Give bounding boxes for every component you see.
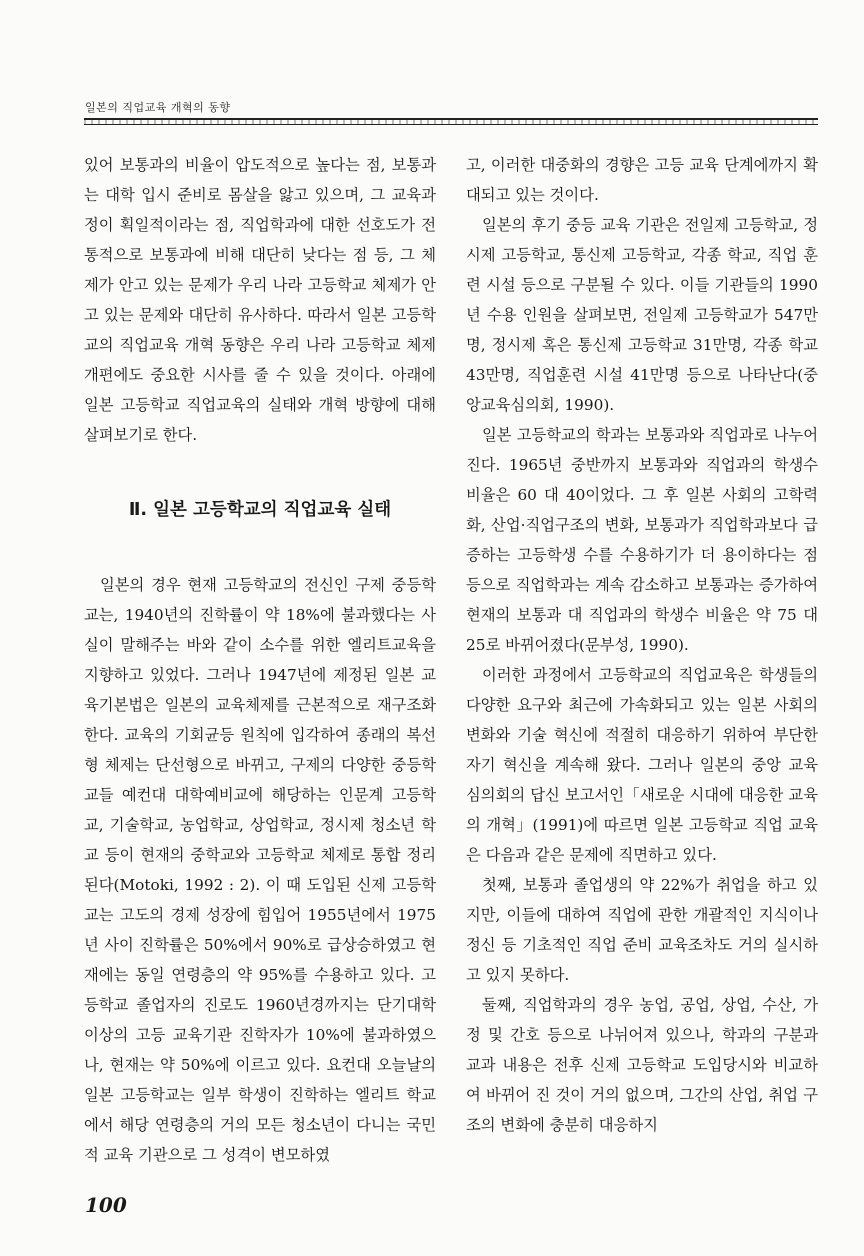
paragraph: 고, 이러한 대중화의 경향은 고등 교육 단계에까지 확대되고 있는 것이다.: [466, 156, 818, 204]
paragraph: 둘째, 직업학과의 경우 농업, 공업, 상업, 수산, 가정 및 간호 등으로 나뉘어져 있으나, 학과의 구분과 교과 내용은 전후 신제 고등학교 도입당시와 비교하여 바뀌어 진 것이 거의 없으며, 그간의 산업, 취업 구조의 변화에 충분히 대응하지: [466, 996, 818, 1134]
paragraph: 일본 고등학교의 학과는 보통과와 직업과로 나누어진다. 1965년 중반까지 보통과와 직업과의 학생수 비율은 60 대 40이었다. 그 후 일본 사회의 고학력화, 산업·직업구조의 변화, 보통과가 직업학과보다 급증하는 고등학생 수를 수용하기가 더 용이하다는 점 등으로 직업학과는 계속 감소하고 보통과는 증가하여 현재의 보통과 대 직업과의 학생수 비율은 약 75 대 25로 바뀌어졌다(문부성, 1990).: [466, 426, 818, 654]
section-heading: Ⅱ. 일본 고등학교의 직업교육 실태: [128, 500, 392, 520]
page-number: 100: [85, 1193, 127, 1217]
paragraph: 일본의 경우 현재 고등학교의 전신인 구제 중등학교는, 1940년의 진학률이 약 18%에 불과했다는 사실이 말해주는 바와 같이 소수를 위한 엘리트교육을 지향하고 있었다. 그러나 1947년에 제정된 일본 교육기본법은 일본의 교육체제를 근본적으로 재구조화 한다. 교육의 기회균등 원칙에 입각하여 종래의 복선형 체제는 단선형으로 바뀌고, 구제의 다양한 중등학교들 예컨대 대학예비교에 해당하는 인문계 고등학교, 기술학교, 농업학교, 상업학교, 정시제 청소년 학교 등이 현재의 중학교와 고등학교 체제로 통합 정리된다(Motoki, 1992 : 2). 이 때 도입된 신제 고등학교는 고도의 경제 성장에 힘입어 1955년에서 1975년 사이 진학률은 50%에서 90%로 급상승하였고 현재에는 동일 연령층의 약 95%를 수용하고 있다. 고등학교 졸업자의 진로도 1960년경까지는 단기대학 이상의 고등 교육기관 진학자가 10%에 불과하였으나, 현재는 약 50%에 이르고 있다. 요컨대 오늘날의 일본 고등학교는 일부 학생이 진학하는 엘리트 학교에서 해당 연령층의 거의 모든 청소년이 다니는 국민적 교육 기관으로 그 성격이 변모하였: [84, 576, 436, 1164]
paragraph: 일본의 후기 중등 교육 기관은 전일제 고등학교, 정시제 고등학교, 통신제 고등학교, 각종 학교, 직업 훈련 시설 등으로 구분될 수 있다. 이들 기관들의 1990년 수용 인원을 살펴보면, 전일제 고등학교가 547만명, 정시제 혹은 통신제 고등학교 31만명, 각종 학교 43만명, 직업훈련 시설 41만명 등으로 나타난다(중앙교육심의회, 1990).: [466, 216, 818, 414]
running-head: 일본의 직업교육 개혁의 동향: [85, 101, 231, 114]
right-column: [466, 150, 818, 1140]
paragraph: 있어 보통과의 비율이 압도적으로 높다는 점, 보통과는 대학 입시 준비로 몸살을 앓고 있으며, 그 교육과정이 획일적이라는 점, 직업학과에 대한 선호도가 전통적으로 보통과에 비해 대단히 낮다는 점 등, 그 체제가 안고 있는 문제가 우리 나라 고등학교 체제가 안고 있는 문제와 대단히 유사하다. 따라서 일본 고등학교의 직업교육 개혁 동향은 우리 나라 고등학교 체제 개편에도 중요한 시사를 줄 수 있을 것이다. 아래에 일본 고등학교 직업교육의 실태와 개혁 방향에 대해 살펴보기로 한다.: [84, 156, 436, 444]
paragraph: 이러한 과정에서 고등학교의 직업교육은 학생들의 다양한 요구와 최근에 가속화되고 있는 일본 사회의 변화와 기술 혁신에 적절히 대응하기 위하여 부단한 자기 혁신을 계속해 왔다. 그러나 일본의 중앙 교육 심의회의 답신 보고서인「새로운 시대에 대응한 교육의 개혁」(1991)에 따르면 일본 고등학교 직업 교육은 다음과 같은 문제에 직면하고 있다.: [466, 666, 818, 864]
paragraph: 첫째, 보통과 졸업생의 약 22%가 취업을 하고 있지만, 이들에 대하여 직업에 관한 개괄적인 지식이나 정신 등 기초적인 직업 준비 교육조차도 거의 실시하고 있지 못하다.: [466, 876, 818, 984]
left-column: [84, 150, 436, 1170]
header-rule: [84, 118, 818, 125]
